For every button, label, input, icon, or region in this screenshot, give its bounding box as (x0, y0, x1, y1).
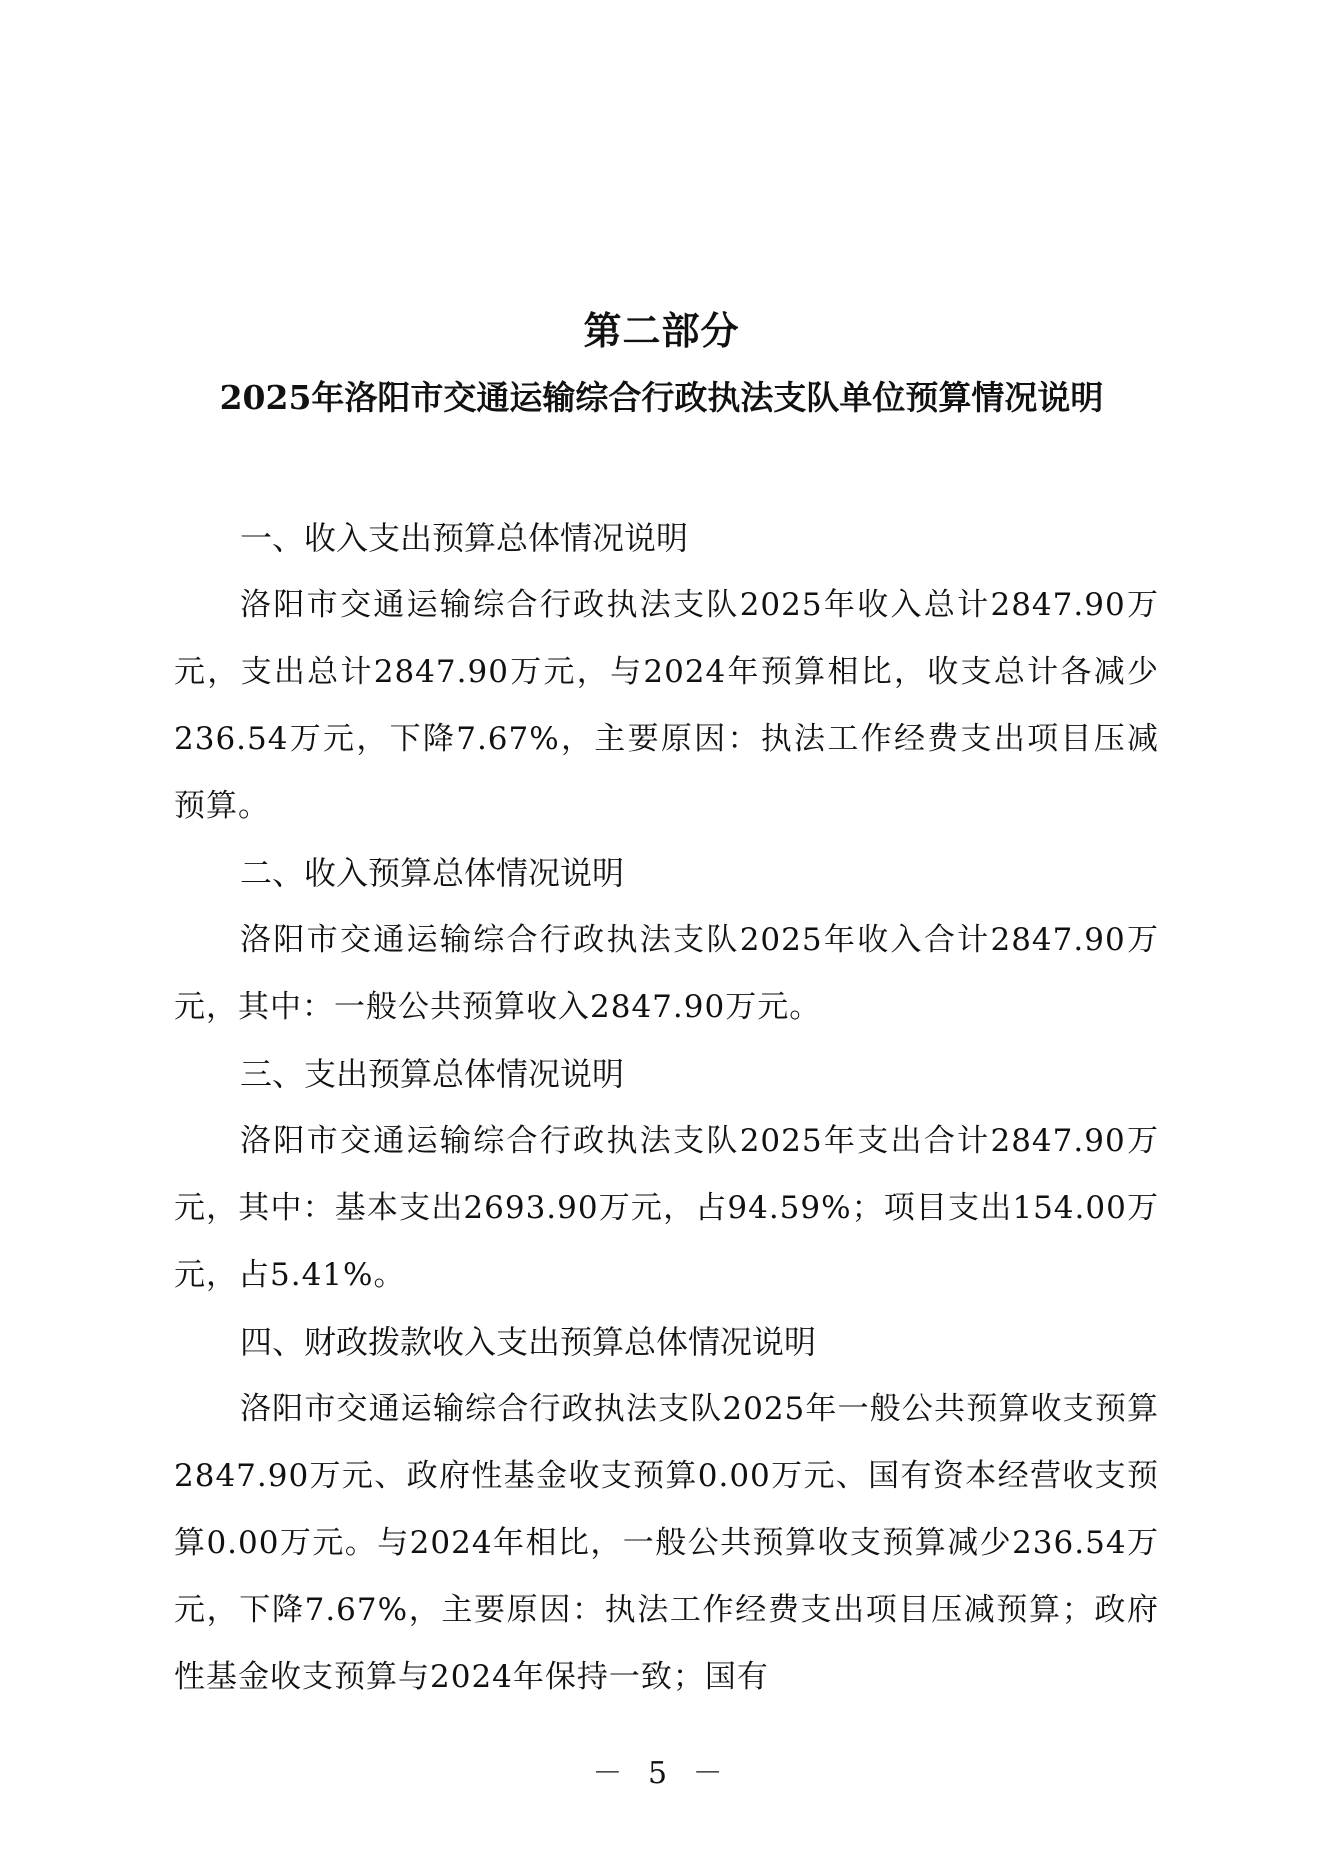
section-paragraph: 洛阳市交通运输综合行政执法支队2025年支出合计2847.90万元，其中：基本支出2693.90万元，占94.59%；项目支出154.00万元，占5.41%。 (174, 1123, 1159, 1293)
section-paragraph: 洛阳市交通运输综合行政执法支队2025年收入总计2847.90万元，支出总计2847.90万元，与2024年预算相比，收支总计各减少236.54万元，下降7.67%，主要原因：执法工作经费支出项目压减预算。 (174, 587, 1159, 824)
section-paragraph: 洛阳市交通运输综合行政执法支队2025年收入合计2847.90万元，其中：一般公共预算收入2847.90万元。 (174, 922, 1159, 1025)
document-body (174, 505, 1159, 1711)
section-3 (174, 1041, 1159, 1309)
section-heading: 二、收入预算总体情况说明 (240, 854, 625, 892)
section-heading: 三、支出预算总体情况说明 (240, 1055, 625, 1093)
page-number: － 5 － (592, 1756, 731, 1791)
section-heading: 一、收入支出预算总体情况说明 (240, 519, 689, 557)
section-heading: 四、财政拨款收入支出预算总体情况说明 (240, 1323, 817, 1361)
section-4 (174, 1309, 1159, 1711)
section-1 (174, 505, 1159, 840)
section-paragraph: 洛阳市交通运输综合行政执法支队2025年一般公共预算收支预算2847.90万元、政府性基金收支预算0.00万元、国有资本经营收支预算0.00万元。与2024年相比，一般公共预算收支预算减少236.54万元，下降7.67%，主要原因：执法工作经费支出项目压减预算；政府性基金收支预算与2024年保持一致；国有 (174, 1391, 1159, 1695)
document-title: 2025年洛阳市交通运输综合行政执法支队单位预算情况说明 (219, 378, 1104, 417)
part-title: 第二部分 (583, 309, 740, 353)
section-2 (174, 840, 1159, 1041)
